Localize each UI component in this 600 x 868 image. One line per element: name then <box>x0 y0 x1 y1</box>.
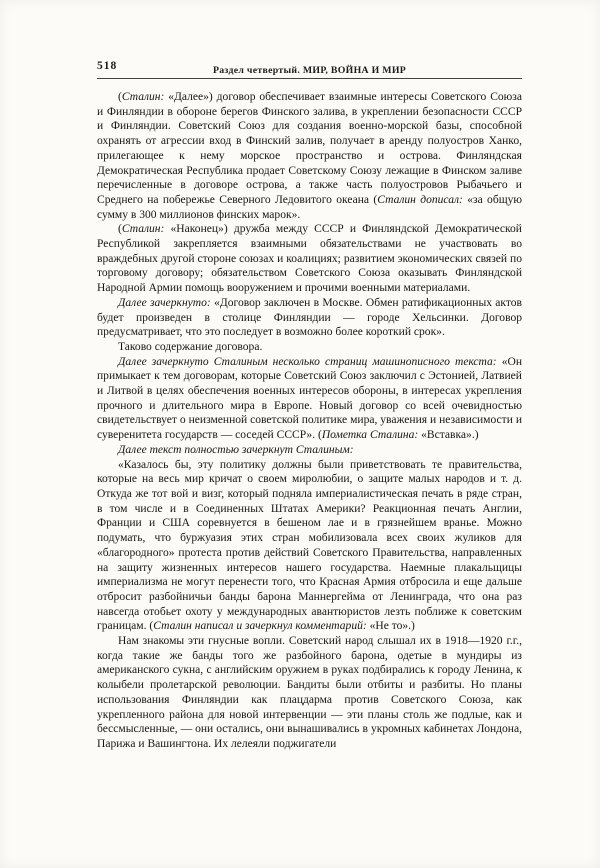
paragraph <box>97 634 522 752</box>
running-head <box>97 60 522 76</box>
body-text: ( <box>118 223 122 236</box>
editorial-note-text: Сталин: <box>121 91 165 103</box>
editorial-note-text: Сталин написал и зачеркнул комментарий: <box>153 620 367 633</box>
paragraph <box>97 340 522 355</box>
editorial-note-text: Далее текст полностью зачеркнут Сталиным: <box>118 443 354 456</box>
body-text: «Далее») договор обеспечивает взаимные интересы Советского Союза и Финляндии в обороне берегов Финского залива, в укреплении безопасности СССР и Финляндии. Советский Союз для создания военно-морской базы, способной охранять от агрессии вход в Финский залив, получает в аренду полуостров Ханко, прилегающее к нему морское пространство и острова. Финляндская Демократическая Республика продает Советскому Союзу лежащие в Финском заливе перечисленные в договоре острова, а также часть полуостровов Рыбачьего и Среднего на побережье Северного Ледовитого океана ( <box>97 91 522 206</box>
body-text: «Казалось бы, эту политику должны были приветствовать те правительства, которые на весь мир кричат о своем миролюбии, о защите малых народов и т. д. Откуда же тот вой и визг, который подняла империалистическая печать в ряде стран, в том числе и в Соединенных Штатах Америки? Реакционная печать Англии, Франции и США соревнуется в бешеном лае и в грязнейшем вранье. Можно подумать, что буржуазия этих стран мобилизовала всех своих жуликов для «благородного» протеста против действий Советского Правительства, направленных на защиту жизненных интересов нашего государства. Наемные плакальщицы империализма не могут перенести того, что Красная Армия отбросила и еще дальше отбросит разбойничьи банды барона Маннергейма от Ленинграда, что она раз навсегда отобьет охоту у международных авантюристов лезть поближе к советским границам. ( <box>97 458 522 633</box>
body-text: Таково содержание договора. <box>118 340 263 353</box>
body-text: «Наконец») дружба между СССР и Финляндской Демократической Республикой закрепляется взаимными обязательствами не участвовать во враждебных другой стороне союзах и коалициях; развитием экономических связей по торговому договору; обязательством Советского Союза оказывать Финляндской Народной Армии помощь вооружением и прочими военными материалами. <box>97 223 522 295</box>
paragraph <box>97 355 522 443</box>
chapter-title: Раздел четвертый. МИР, ВОЙНА И МИР <box>212 65 407 76</box>
body-text: «Не то».) <box>366 620 415 633</box>
body-text: ( <box>118 91 122 103</box>
editorial-note-text: Далее зачеркнуто: <box>118 296 211 309</box>
body-text: «Вставка».) <box>418 429 479 442</box>
page-number: 518 <box>97 60 118 72</box>
paragraph <box>97 443 522 458</box>
paragraph <box>97 222 522 296</box>
body-text: «Договор заключен в Москве. Обмен ратификационных актов будет произведен в столице Финляндии — городе Хельсинки. Договор предусматривает, что это последует в возможно более короткий срок». <box>97 296 522 339</box>
page-content <box>97 90 522 752</box>
paragraph <box>97 90 522 222</box>
editorial-note-text: Сталин: <box>121 223 165 236</box>
body-text: «Он примыкает к тем договорам, которые Советский Союз заключил с Эстонией, Латвией и Литвой в целях обеспечения военных интересов обороны, в интересах укрепления прочного и длительного мира в Европе. Новый договор со всей очевидностью свидетельствует о неизменной советской политике мира, уважения и независимости и суверенитета государств — соседей СССР». ( <box>97 355 522 442</box>
paragraph <box>97 296 522 340</box>
editorial-note-text: Пометка Сталина: <box>321 429 419 442</box>
editorial-note-text: Сталин дописал: <box>377 193 463 206</box>
header-rule <box>97 78 522 79</box>
body-text: Нам знакомы эти гнусные вопли. Советский народ слышал их в 1918—1920 г.г., когда такие же банды того же разбойного барона, одетые в мундиры из американского сукна, с английским оружием в руках подбирались к городу Ленина, к колыбели пролетарской революции. Бандиты были отбиты и разбиты. Но планы использования Финляндии как плацдарма против Советского Союза, как укрепленного района для новой интервенции — эти планы столь же подлые, как и бессмысленные, — они остались, они вынашивались в укромных кабинетах Лондона, Парижа и Вашингтона. Их лелеяли поджигатели <box>97 635 522 750</box>
paragraph <box>97 458 522 634</box>
editorial-note-text: Далее зачеркнуто Сталиным несколько страниц машинописного текста: <box>118 355 497 368</box>
body-text: «за общую сумму в 300 миллионов финских марок». <box>97 193 522 221</box>
text-column <box>97 60 522 752</box>
